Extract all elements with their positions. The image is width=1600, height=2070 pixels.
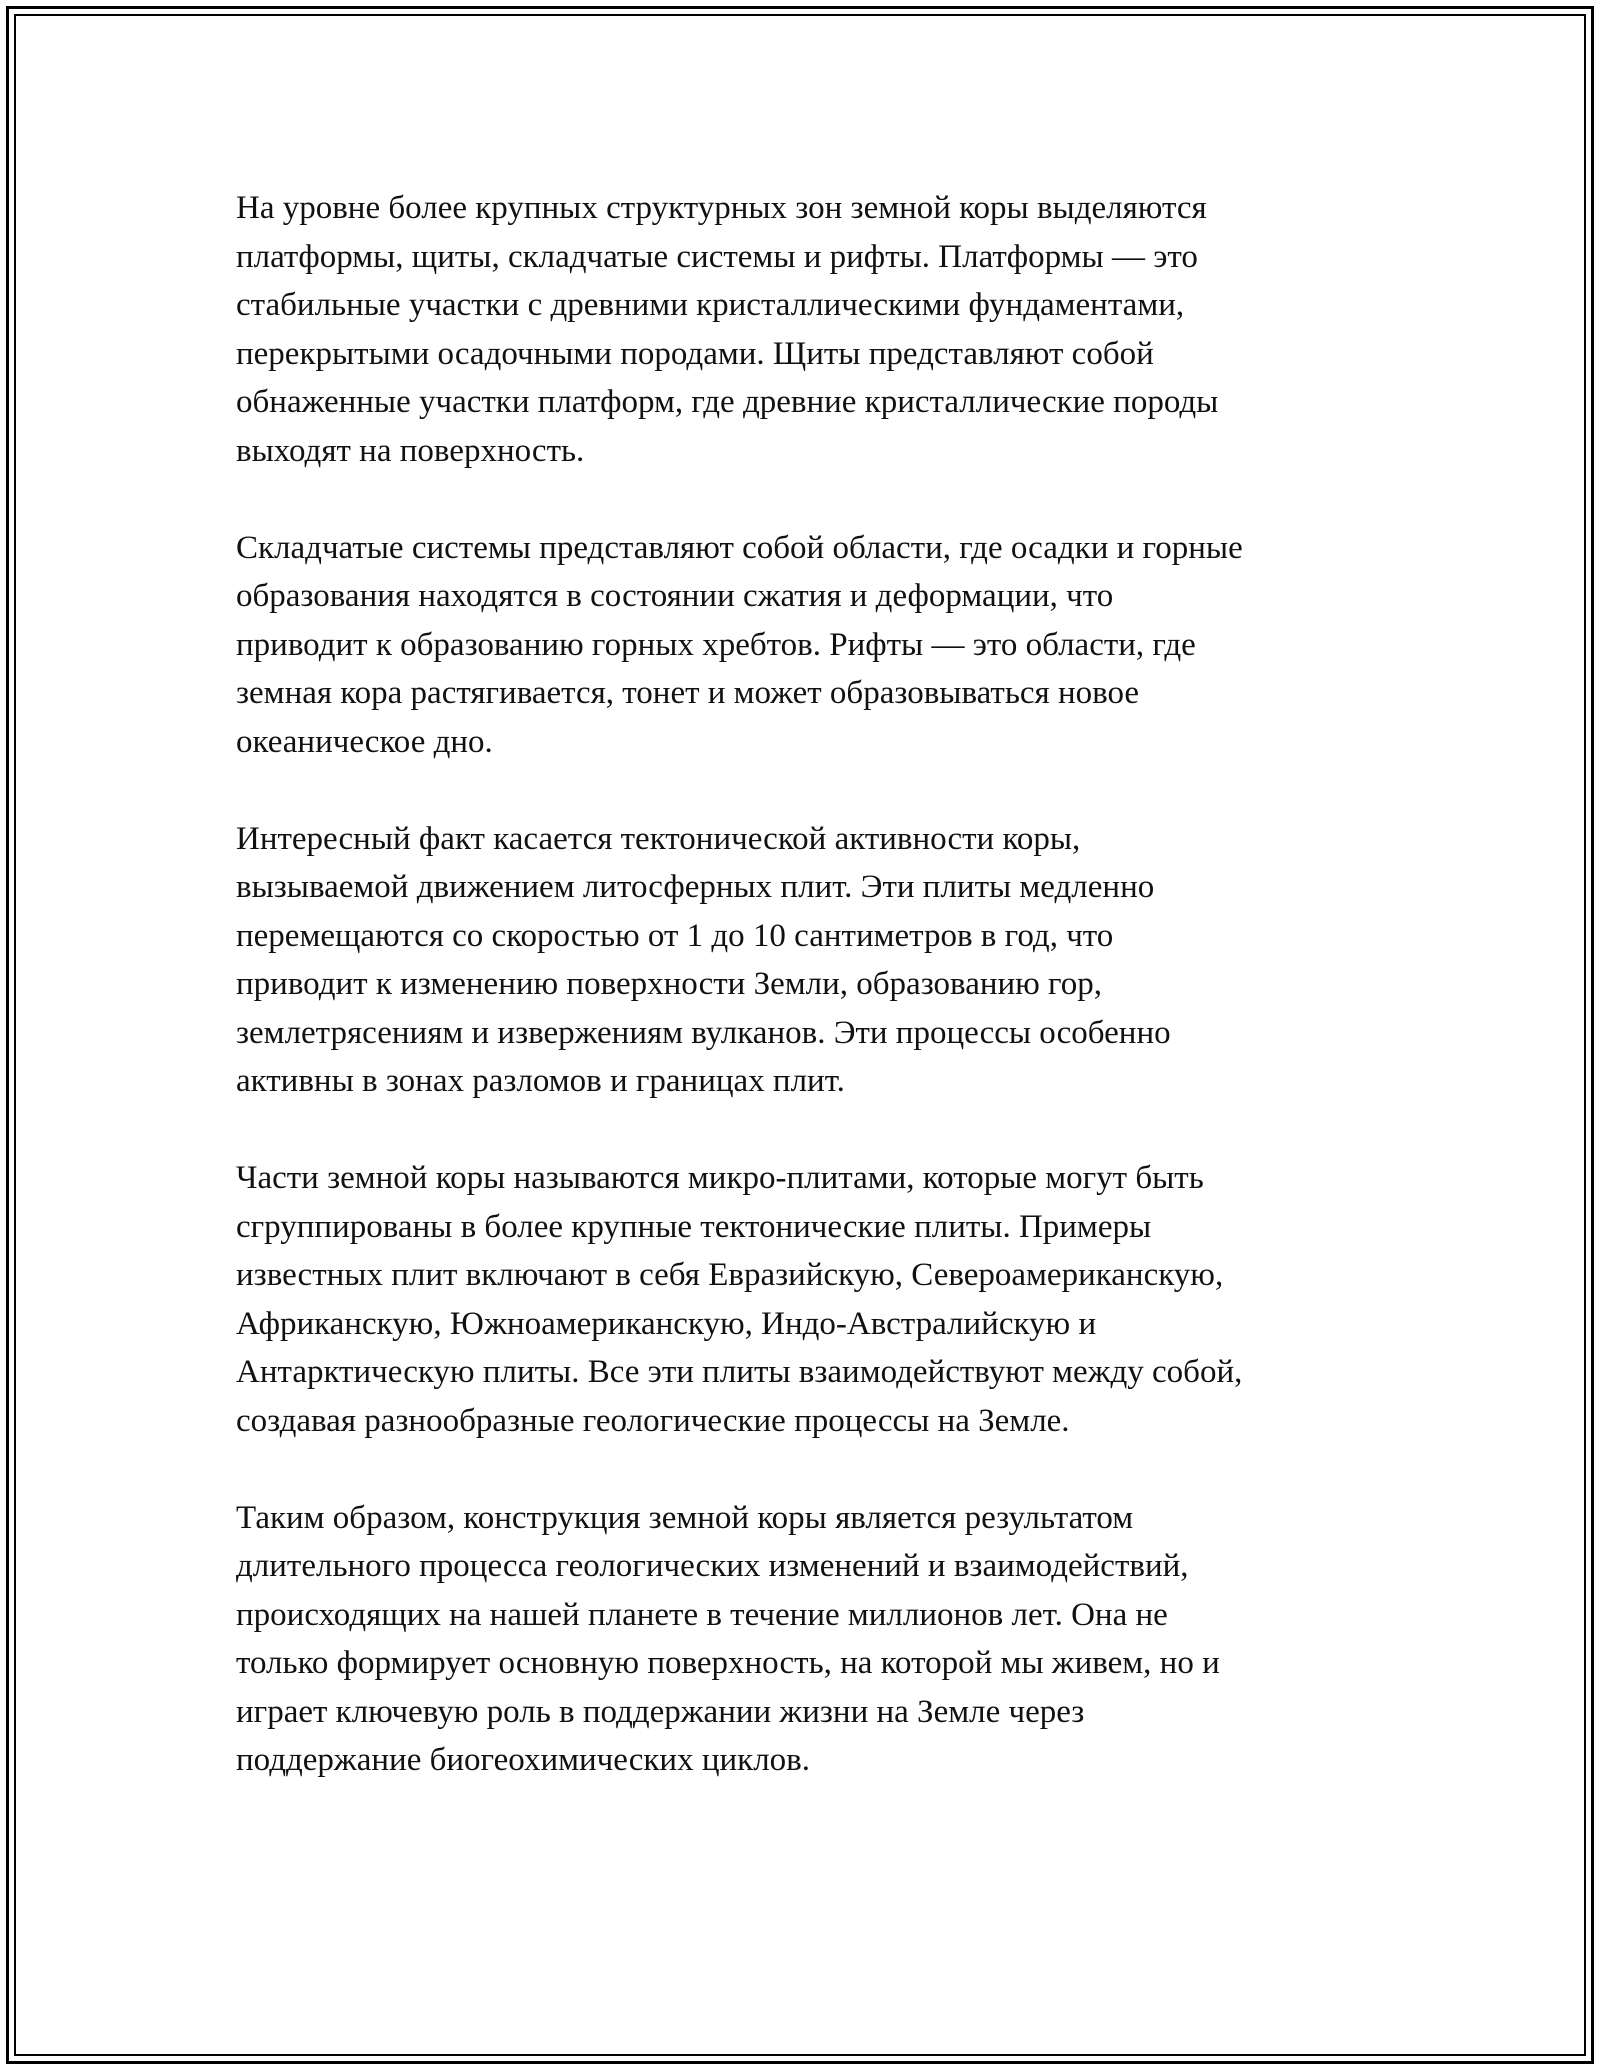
- text-line: Части земной коры называются микро-плитами, которые могут быть: [236, 1160, 1204, 1196]
- text-line: образования находятся в состоянии сжатия и деформации, что: [236, 578, 1114, 614]
- text-line: Интересный факт касается тектонической активности коры,: [236, 820, 1081, 857]
- text-line: активны в зонах разломов и границах плит.: [236, 1063, 845, 1099]
- text-line: земная кора растягивается, тонет и может образовываться новое: [236, 675, 1140, 711]
- text-line: На уровне более крупных структурных зон земной коры выделяются: [236, 190, 1207, 226]
- text-line: поддержание биогеохимических циклов.: [236, 1742, 810, 1778]
- text-line: играет ключевую роль в поддержании жизни на Земле через: [236, 1693, 1085, 1730]
- text-line: обнаженные участки платформ, где древние кристаллические породы: [236, 384, 1219, 420]
- text-line: происходящих на нашей планете в течение миллионов лет. Она не: [236, 1596, 1168, 1633]
- paragraph-4: [236, 1154, 1386, 1445]
- text-line: Складчатые системы представляют собой области, где осадки и горные: [236, 529, 1243, 566]
- text-line: платформы, щиты, складчатые системы и рифты. Платформы — это: [236, 238, 1198, 275]
- text-line: перемещаются со скоростью от 1 до 10 сантиметров в год, что: [236, 917, 1114, 954]
- text-line: стабильные участки с древними кристаллическими фундаментами,: [236, 287, 1185, 323]
- paragraph-2: [236, 524, 1386, 767]
- text-line: только формирует основную поверхность, на которой мы живем, но и: [236, 1645, 1220, 1681]
- paragraph-3: [236, 815, 1386, 1106]
- text-line: землетрясениям и извержениям вулканов. Эти процессы особенно: [236, 1014, 1171, 1051]
- text-line: океаническое дно.: [236, 723, 493, 760]
- paragraph-1: [236, 184, 1386, 475]
- text-line: Антарктическую плиты. Все эти плиты взаимодействуют между собой,: [236, 1354, 1243, 1390]
- text-line: выходят на поверхность.: [236, 432, 585, 469]
- text-line: вызываемой движением литосферных плит. Эти плиты медленно: [236, 869, 1155, 905]
- text-line: перекрытыми осадочными породами. Щиты представляют собой: [236, 335, 1154, 372]
- text-line: сгруппированы в более крупные тектонические плиты. Примеры: [236, 1208, 1152, 1245]
- document-body: [236, 184, 1386, 1833]
- text-line: создавая разнообразные геологические процессы на Земле.: [236, 1402, 1070, 1439]
- text-line: приводит к изменению поверхности Земли, образованию гор,: [236, 966, 1103, 1002]
- text-line: длительного процесса геологических изменений и взаимодействий,: [236, 1548, 1189, 1584]
- text-line: известных плит включают в себя Евразийскую, Североамериканскую,: [236, 1257, 1224, 1293]
- text-line: приводит к образованию горных хребтов. Рифты — это области, где: [236, 626, 1196, 663]
- text-line: Африканскую, Южноамериканскую, Индо-Австралийскую и: [236, 1305, 1097, 1342]
- paragraph-5: [236, 1494, 1386, 1785]
- text-line: Таким образом, конструкция земной коры является результатом: [236, 1499, 1134, 1536]
